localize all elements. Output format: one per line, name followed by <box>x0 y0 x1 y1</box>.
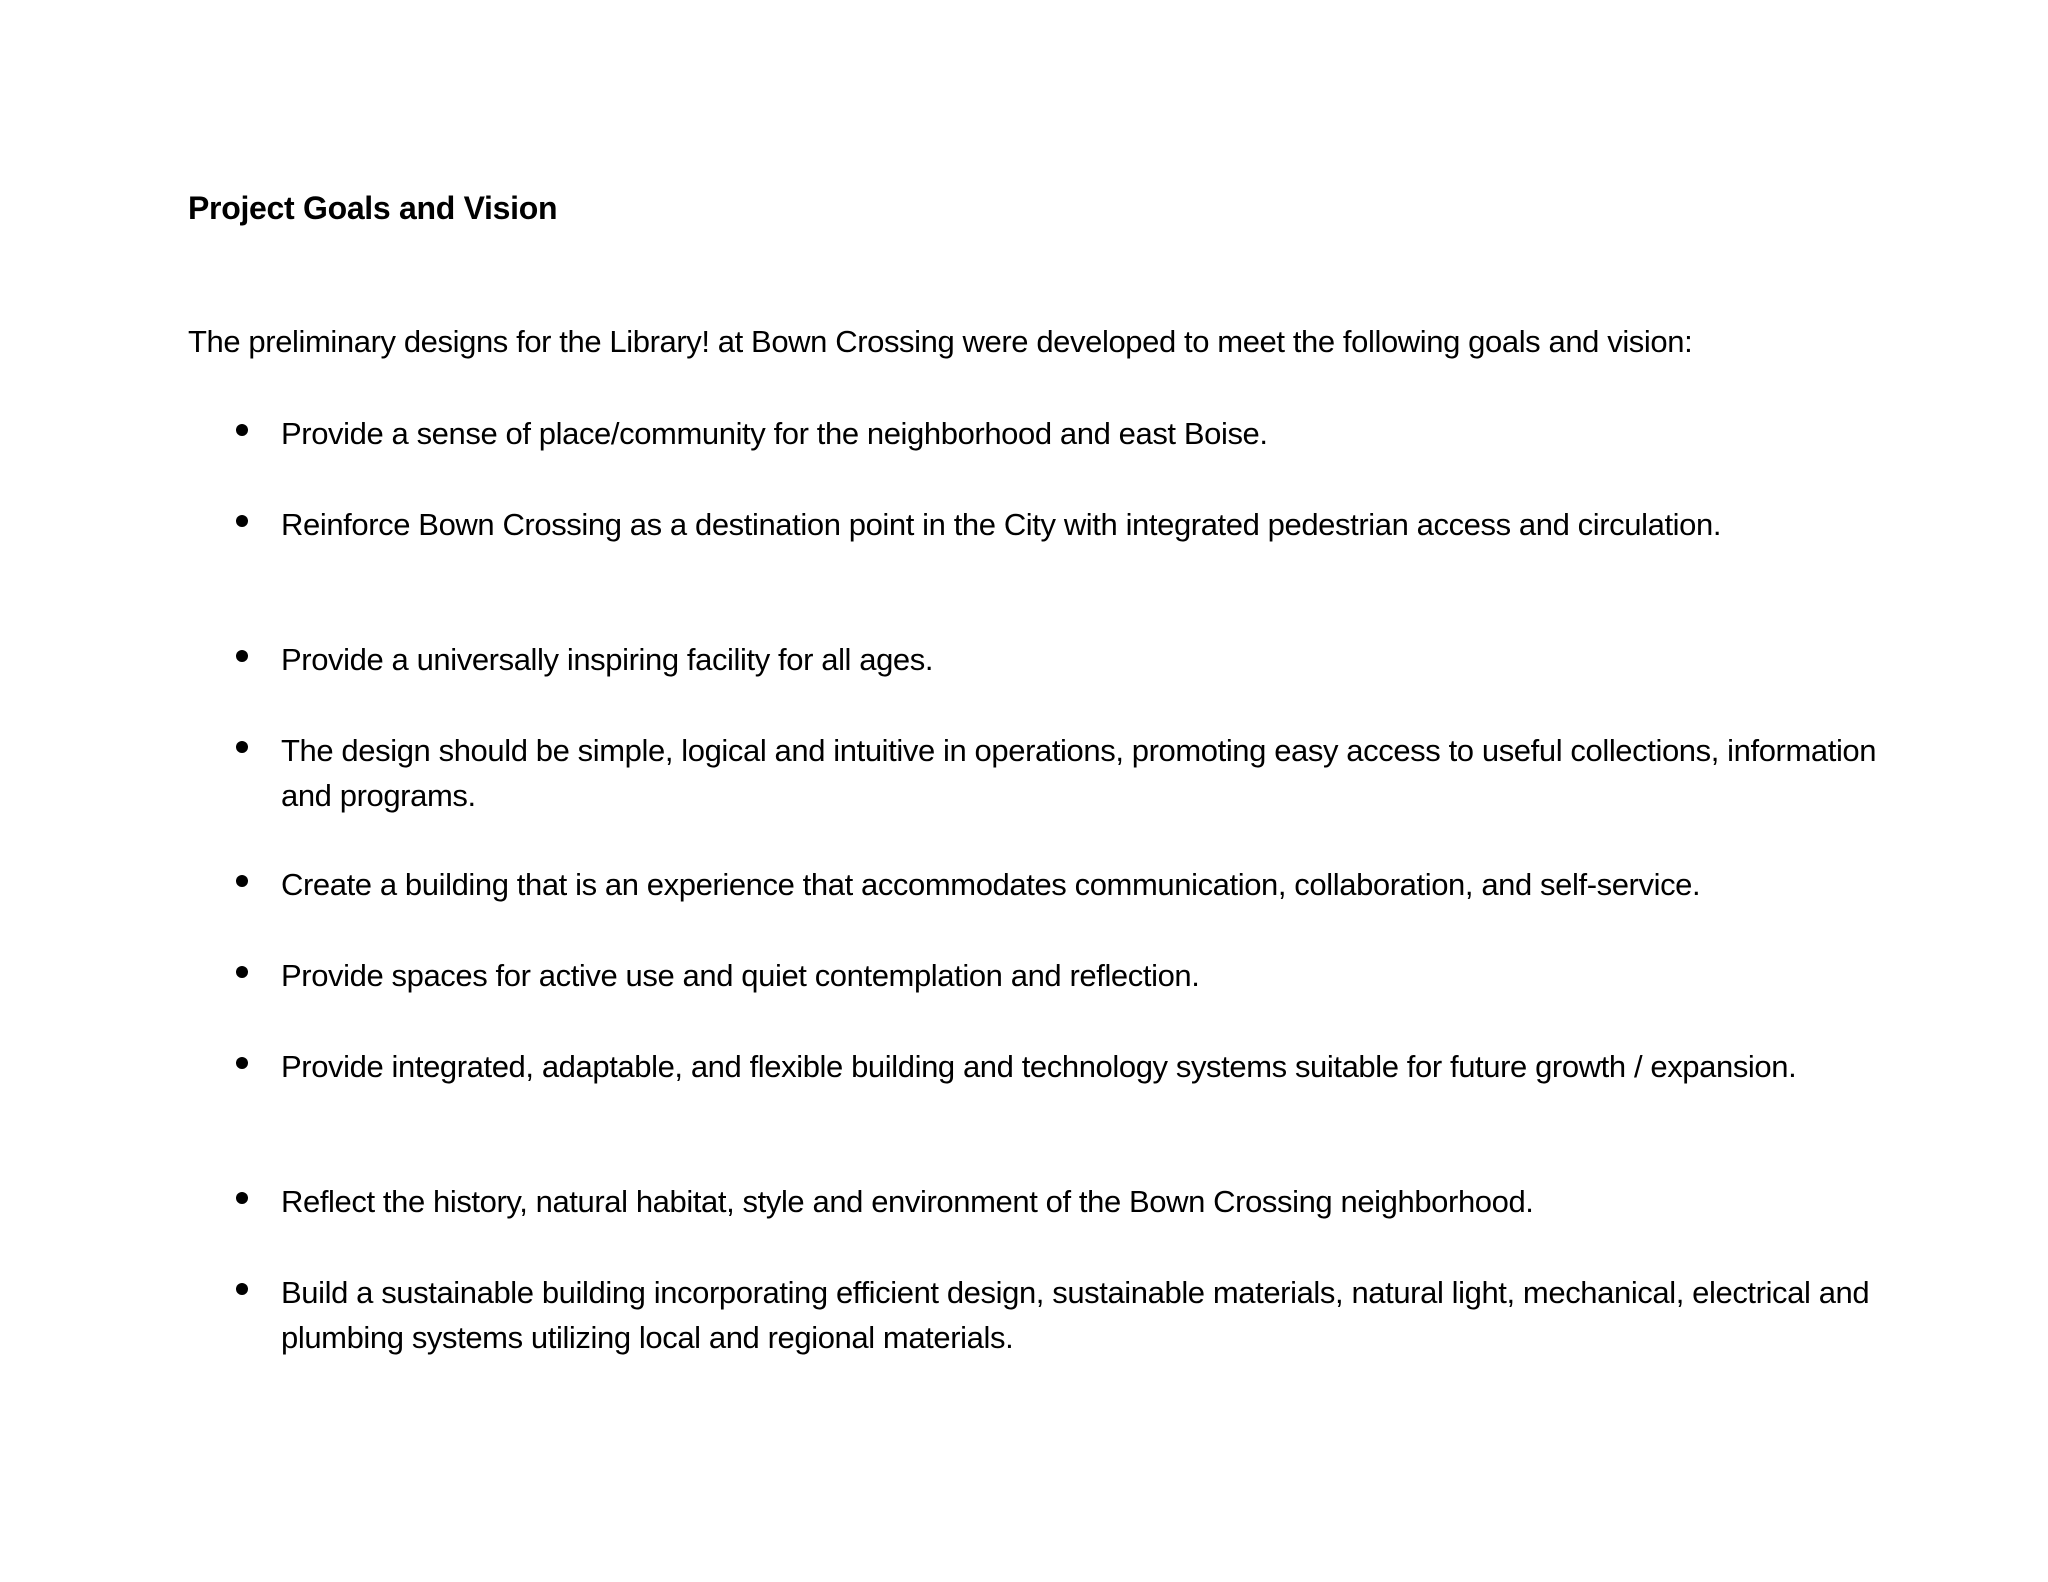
bullet-icon <box>236 875 248 887</box>
intro-paragraph: The preliminary designs for the Library! at Bown Crossing were developed to meet the following goals and vision: <box>188 324 1693 359</box>
bullet-icon <box>236 1057 248 1069</box>
goal-text: Provide a universally inspiring facility for all ages. <box>281 642 934 677</box>
goal-text: Provide integrated, adaptable, and flexible building and technology systems suitable for future growth / expansion. <box>281 1049 1797 1084</box>
bullet-icon <box>236 650 248 662</box>
goal-text: Reflect the history, natural habitat, style and environment of the Bown Crossing neighborhood. <box>281 1184 1534 1219</box>
goal-text: Create a building that is an experience that accommodates communication, collaboration, and self-service. <box>281 867 1701 902</box>
bullet-icon <box>236 966 248 978</box>
section-heading: Project Goals and Vision <box>188 190 558 226</box>
bullet-icon <box>236 1192 248 1204</box>
goal-text: Provide a sense of place/community for the neighborhood and east Boise. <box>281 416 1268 451</box>
goal-text: Build a sustainable building incorporating efficient design, sustainable materials, natural light, mechanical, electrical and plumbing systems utilizing local and regional materials. <box>281 1275 1870 1355</box>
bullet-icon <box>236 1283 248 1295</box>
goal-text: Provide spaces for active use and quiet contemplation and reflection. <box>281 958 1200 993</box>
goal-text: The design should be simple, logical and intuitive in operations, promoting easy access to useful collections, information and programs. <box>281 733 1877 813</box>
bullet-icon <box>236 515 248 527</box>
goal-text: Reinforce Bown Crossing as a destination point in the City with integrated pedestrian access and circulation. <box>281 507 1722 542</box>
bullet-icon <box>236 424 248 436</box>
bullet-icon <box>236 741 248 753</box>
